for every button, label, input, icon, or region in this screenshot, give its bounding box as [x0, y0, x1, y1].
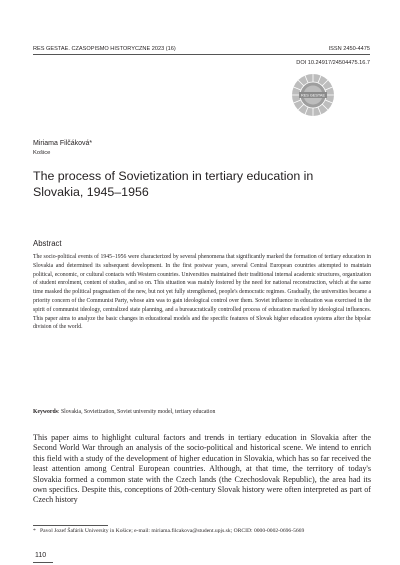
body-paragraph: This paper aims to highlight cultural factors and trends in tertiary education in Slovakia after the Second World War through an analysis of the socio-political and historical scene. We intend to enrich this field with a study of the development of higher education in Slovakia, which has so far received the least attention among Central European countries. Although, at that time, the territory of today's Slovakia formed a common state with the Czech lands (the Czechoslovak Republic), the area had its own specifics. Despite this, conceptions of 20th-century Slovak history were often interpreted as part of Czech history	[33, 433, 371, 505]
keywords-line	[33, 408, 371, 416]
author-name: Miriama Filčáková*	[33, 140, 93, 147]
logo-text: RES GESTAE	[301, 93, 325, 98]
journal-seal-logo	[291, 73, 335, 117]
journal-name: RES GESTAE. CZASOPISMO HISTORYCZNE 2023 (16)	[33, 46, 176, 52]
seal-icon	[291, 73, 335, 117]
abstract-text: The socio-political events of 1945–1956 were characterized by several phenomena that significantly marked the formation of tertiary education in Slovakia and determined its subsequent development. In the first postwar years, several Central European countries attempted to maintain political, economic, or cultural contacts with Western countries. Universities maintained their traditional internal academic structures, organization of student enrolment, content of studies, and so on. This situation was mainly fostered by the need for national reconstruction, which at the same time masked the political pragmatism of the new, but not yet fully strengthened, people's democratic regimes. Gradually, the universities became a priority concern of the Communist Party, whose aim was to gain ideological control over them. Soviet influence in education was exercised in the spirit of communist ideology, centralized state planning, and a bureaucratically controlled process of education marked by ideological influences. This paper aims to analyze the basic changes in educational models and the specific features of Slovak higher education systems after the bipolar division of the world.	[33, 254, 371, 331]
running-header	[33, 44, 370, 54]
footnote	[33, 528, 371, 536]
header-rule	[33, 54, 370, 55]
keywords-list: : Slovakia, Sovietization, Soviet university model, tertiary education	[57, 409, 216, 415]
abstract-heading: Abstract	[33, 239, 62, 248]
doi[interactable]: DOI 10.24917/24504475.16.7	[296, 60, 370, 66]
issn: ISSN 2450-4475	[328, 46, 370, 52]
footnote-text: Pavol Jozef Šafárik University in Košice; e-mail: miriama.filcakova@student.upjs.sk; ORCID: 0000-0002-0696-5669	[40, 528, 305, 534]
article-title: The process of Sovietization in tertiary education in Slovakia, 1945–1956	[33, 169, 314, 199]
footnote-rule	[33, 525, 108, 526]
page-number: 110	[35, 552, 47, 559]
author-affiliation: Košice	[33, 150, 51, 156]
keywords-label: Keywords	[33, 409, 58, 415]
page-number-box	[33, 550, 53, 563]
footnote-mark: *	[33, 528, 36, 534]
